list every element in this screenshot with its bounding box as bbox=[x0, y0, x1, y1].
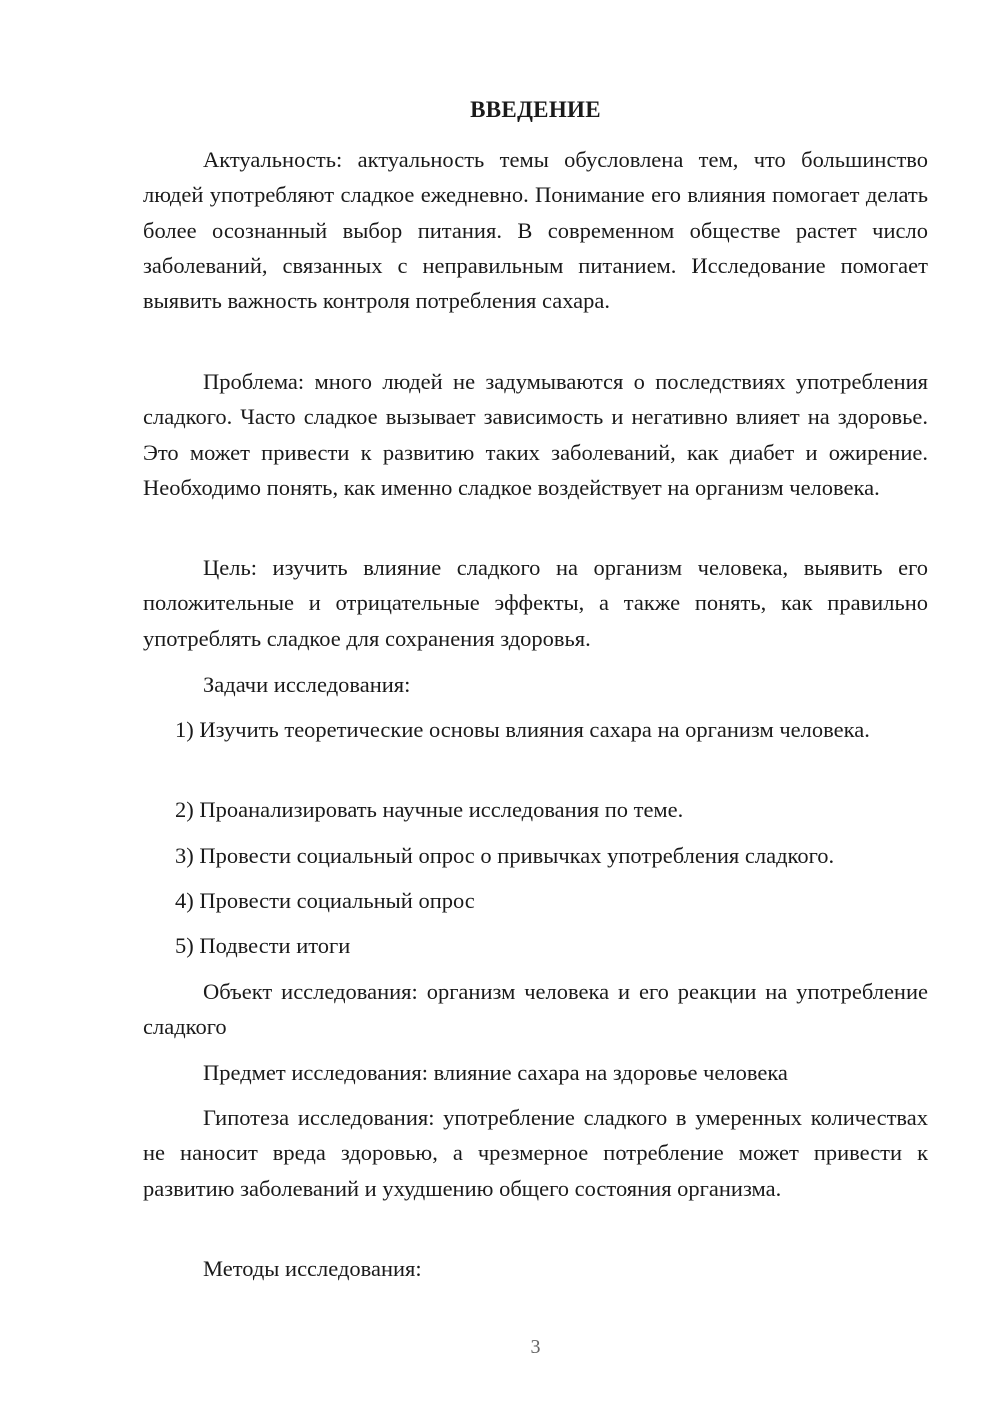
methods-heading: Методы исследования: bbox=[203, 1256, 422, 1281]
relevance-paragraph: Актуальность: актуальность темы обусловлена тем, что большинство людей употребляют сладкое ежедневно. Понимание его влияния помогает делать более осознанный выбор питания. В современном обществе растет число заболеваний, связанных с неправильным питанием. Исследование помогает выявить важность контроля потребления сахара. bbox=[143, 147, 928, 314]
tasks-heading: Задачи исследования: bbox=[203, 672, 411, 697]
task-item-2: 2) Проанализировать научные исследования по теме. bbox=[175, 797, 684, 822]
object-paragraph: Объект исследования: организм человека и его реакции на употребление сладкого bbox=[143, 979, 928, 1040]
task-item-5: 5) Подвести итоги bbox=[175, 933, 351, 958]
document-page bbox=[143, 0, 928, 1414]
page-number: 3 bbox=[530, 1336, 541, 1358]
task-item-4: 4) Провести социальный опрос bbox=[175, 888, 475, 913]
problem-paragraph: Проблема: много людей не задумываются о последствиях употребления сладкого. Часто сладкое вызывает зависимость и негативно влияет на здоровье. Это может привести к развитию таких заболеваний, как диабет и ожирение. Необходимо понять, как именно сладкое воздействует на организм человека. bbox=[143, 369, 928, 500]
subject-paragraph: Предмет исследования: влияние сахара на здоровье человека bbox=[203, 1060, 788, 1085]
hypothesis-paragraph: Гипотеза исследования: употребление сладкого в умеренных количествах не наносит вреда здоровью, а чрезмерное потребление может привести к развитию заболеваний и ухудшению общего состояния организма. bbox=[143, 1105, 928, 1201]
task-item-3: 3) Провести социальный опрос о привычках употребления сладкого. bbox=[175, 843, 835, 868]
page-title: ВВЕДЕНИЕ bbox=[470, 97, 601, 122]
task-item-1: 1) Изучить теоретические основы влияния сахара на организм человека. bbox=[175, 717, 870, 742]
goal-paragraph: Цель: изучить влияние сладкого на организм человека, выявить его положительные и отрицательные эффекты, а также понять, как правильно употреблять сладкое для сохранения здоровья. bbox=[143, 555, 928, 651]
